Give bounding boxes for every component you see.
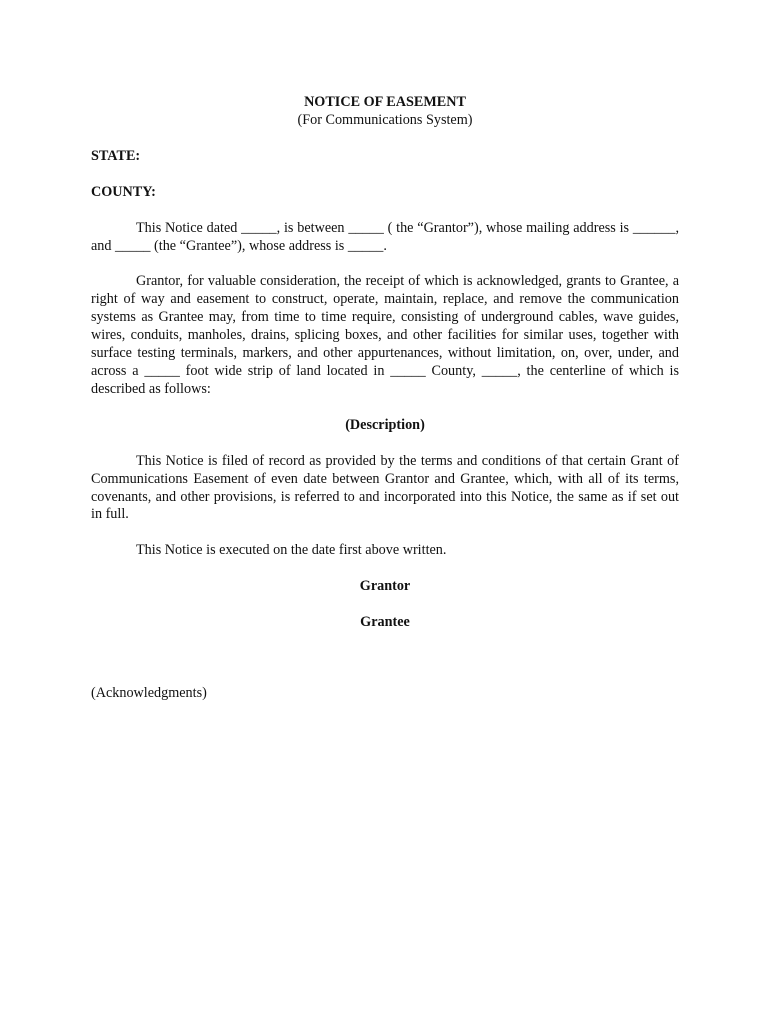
document-title: NOTICE OF EASEMENT (304, 94, 466, 110)
county-label: COUNTY: (91, 183, 156, 200)
grant-paragraph: Grantor, for valuable consideration, the receipt of which is acknowledged, grants to Grantee, a right of way and easement to construct, operate, maintain, replace, and remove the communication systems as Grantee may, from time to time require, consisting of underground cables, wave guides, wires, conduits, manholes, drains, splicing boxes, and other facilities for similar uses, together with surface testing terminals, markers, and other appurtenances, without limitation, on, over, under, and across a _____ foot wide strip of land located in _____ County, _____, the centerline of which is described as follows: (91, 273, 679, 397)
grantor-signature-label: Grantor (359, 578, 411, 595)
document-subtitle: (For Communications System) (297, 111, 473, 128)
grantee-signature-label: Grantee (360, 614, 410, 631)
record-paragraph: This Notice is filed of record as provided by the terms and conditions of that certain Grant of Communications Easement of even date between Grantor and Grantee, which, with all of its terms, covenants, and other provisions, is referred to and incorporated into this Notice, the same as if set out in full. (91, 452, 679, 523)
parties-paragraph: This Notice dated _____, is between _____ ( the “Grantor”), whose mailing address is ______, and _____ (the “Grantee”), whose address is _____. (91, 219, 679, 254)
document-page (91, 94, 679, 703)
state-label: STATE: (91, 147, 141, 164)
description-heading: (Description) (345, 416, 425, 433)
execution-paragraph: This Notice is executed on the date first above written. (136, 542, 447, 559)
acknowledgments-note: (Acknowledgments) (91, 685, 207, 702)
